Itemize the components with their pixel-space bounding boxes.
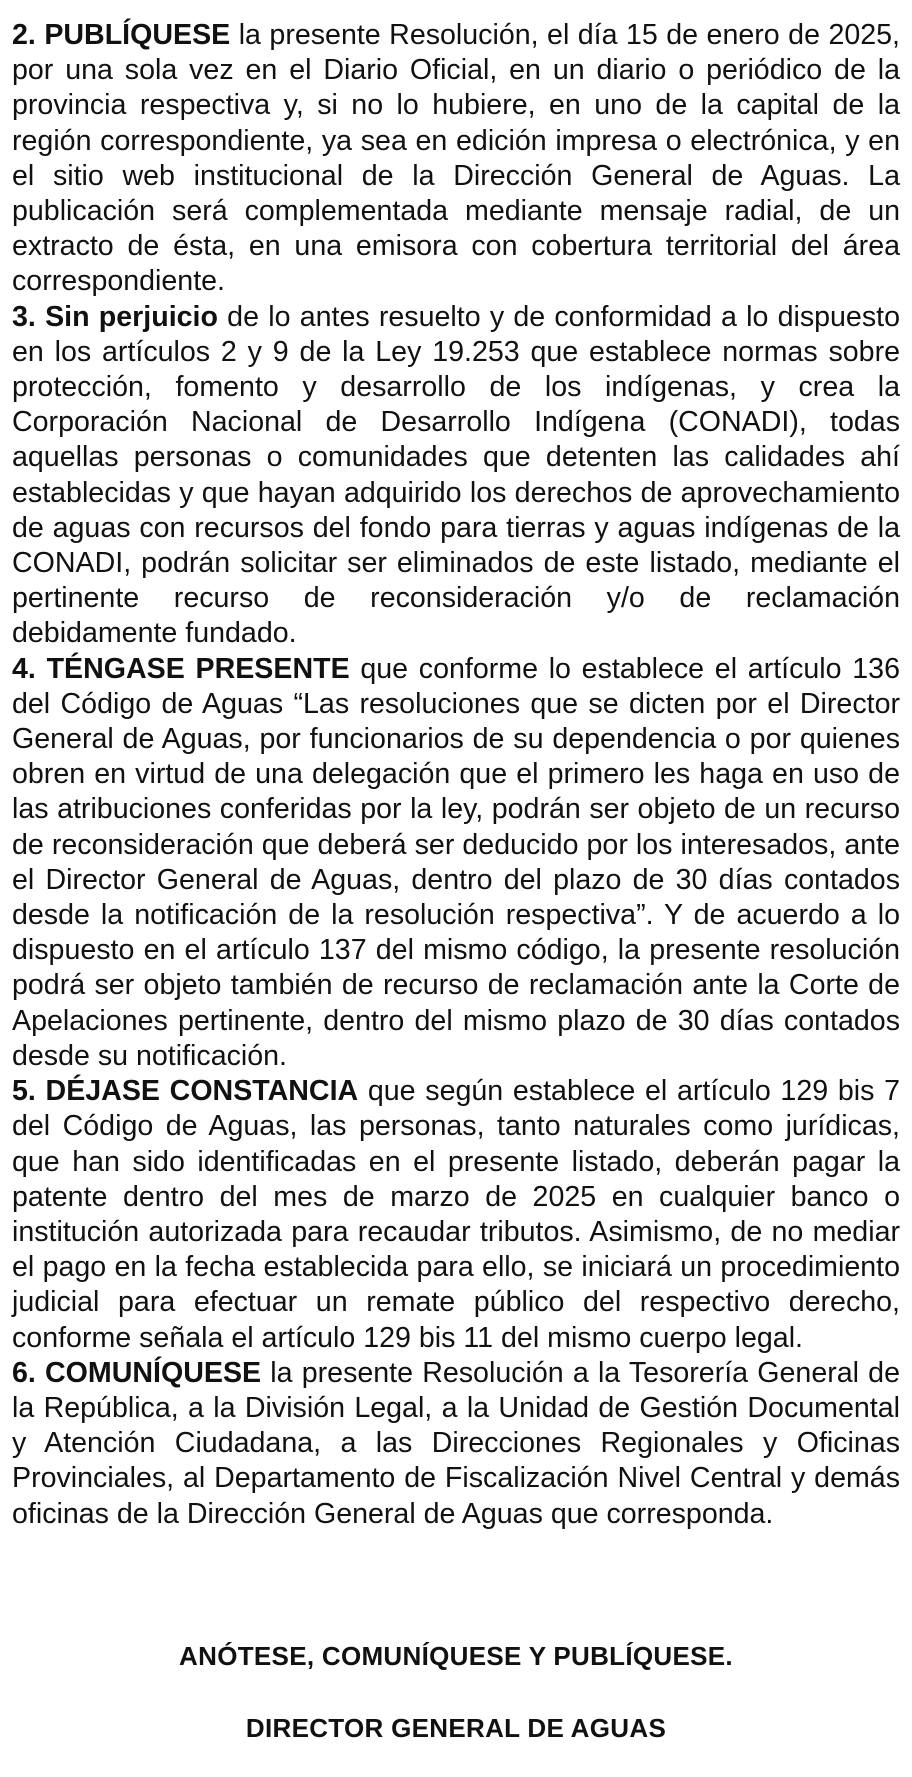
section-lead: 2. PUBLÍQUESE: [12, 19, 231, 51]
section-text: que conforme lo establece el artículo 136 del Código de Aguas “Las resoluciones que se dicten por el Director General de Aguas, por funcionarios de su dependencia o por quienes obren en virtud de una delegación que el primero les haga en uso de las atribuciones conferidas por la ley, podrán ser objeto de un recurso de reconsideración que deberá ser deducido por los interesados, ante el Director General de Aguas, dentro del plazo de 30 días contados desde la notificación de la resolución respectiva”. Y de acuerdo a lo dispuesto en el artículo 137 del mismo código, la presente resolución podrá ser objeto también de recurso de reclamación ante la Corte de Apelaciones pertinente, dentro del mismo plazo de 30 días contados desde su notificación.: [12, 652, 900, 1072]
section-3-sin-perjuicio: [12, 300, 900, 652]
closing-formula: ANÓTESE, COMUNÍQUESE Y PUBLÍQUESE.: [179, 1641, 733, 1671]
section-4-tengase-presente: [12, 652, 900, 1074]
section-text: la presente Resolución, el día 15 de enero de 2025, por una sola vez en el Diario Oficial, en un diario o periódico de la provincia respectiva y, si no lo hubiere, en uno de la capital de la región correspondiente, ya sea en edición impresa o electrónica, y en el sitio web institucional de la Dirección General de Aguas. La publicación será complementada mediante mensaje radial, de un extracto de ésta, en una emisora con cobertura territorial del área correspondiente.: [12, 19, 901, 298]
section-2-publiquese: [12, 18, 900, 300]
section-lead: 3. Sin perjuicio: [12, 300, 218, 333]
section-6-comuniquese: [12, 1356, 900, 1532]
section-text: la presente Resolución a la Tesorería General de la República, a la División Legal, a la Unidad de Gestión Documental y Atención Ciudadana, a las Direcciones Regionales y Oficinas Provinciales, al Departamento de Fiscalización Nivel Central y demás oficinas de la Dirección General de Aguas que corresponda.: [12, 1356, 900, 1530]
section-text: de lo antes resuelto y de conformidad a lo dispuesto en los artículos 2 y 9 de la Ley 19.253 que establece normas sobre protección, fomento y desarrollo de los indígenas, y crea la Corporación Nacional de Desarrollo Indígena (CONADI), todas aquellas personas o comunidades que detenten las calidades ahí establecidas y que hayan adquirido los derechos de aprovechamiento de aguas con recursos del fondo para tierras y aguas indígenas de la CONADI, podrán solicitar ser eliminados de este listado, mediante el pertinente recurso de reconsideración y/o de reclamación debidamente fundado.: [12, 300, 900, 650]
section-lead: 6. COMUNÍQUESE: [12, 1356, 262, 1389]
signatory-title: DIRECTOR GENERAL DE AGUAS: [245, 1713, 667, 1743]
section-lead: 5. DÉJASE CONSTANCIA: [12, 1075, 359, 1108]
section-5-dejase-constancia: [12, 1074, 900, 1356]
section-text: que según establece el artículo 129 bis 7 del Código de Aguas, las personas, tanto naturales como jurídicas, que han sido identificadas en el presente listado, deberán pagar la patente dentro del mes de marzo de 2025 en cualquier banco o institución autorizada para recaudar tributos. Asimismo, de no mediar el pago en la fecha establecida para ello, se iniciará un procedimiento judicial para efectuar un remate público del respectivo derecho, conforme señala el artículo 129 bis 11 del mismo cuerpo legal.: [12, 1075, 900, 1354]
resolution-body: [12, 18, 900, 1532]
section-lead: 4. TÉNGASE PRESENTE: [12, 652, 350, 685]
